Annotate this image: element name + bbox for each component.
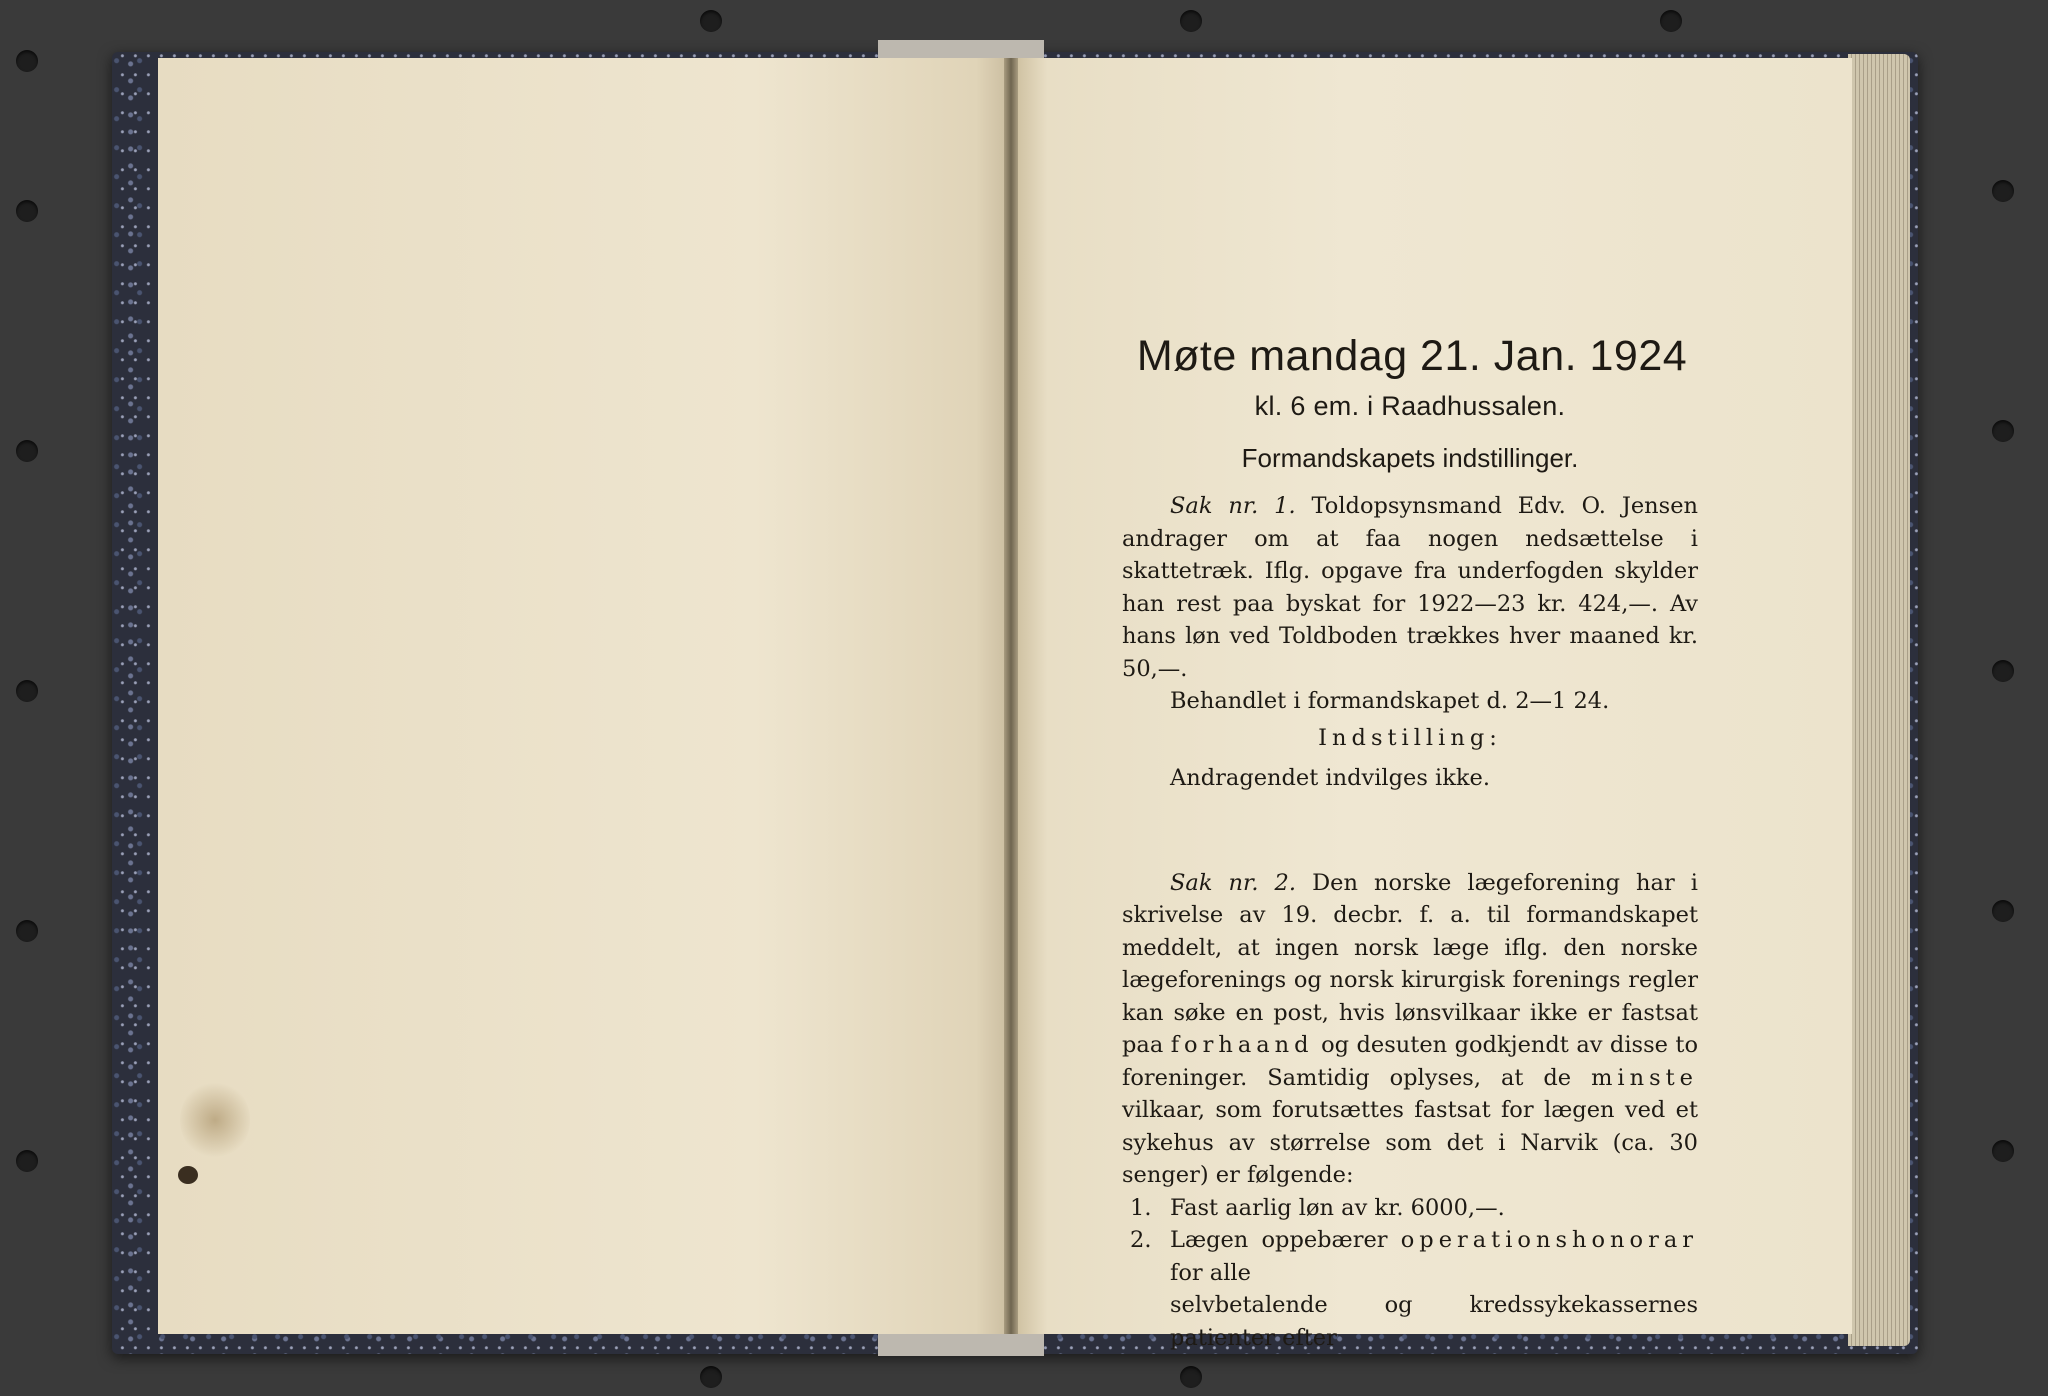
background-hole bbox=[1992, 660, 2014, 682]
background-hole bbox=[1992, 1140, 2014, 1162]
background-hole bbox=[1992, 180, 2014, 202]
background-hole bbox=[1992, 420, 2014, 442]
sak-1-behandlet: Behandlet i formandskapet d. 2—1 24. bbox=[1170, 688, 1610, 714]
list-text: Fast aarlig løn av kr. 6000,—. bbox=[1170, 1194, 1505, 1221]
sak-1-label: Sak nr. 1. bbox=[1170, 493, 1296, 519]
list-number: 2. bbox=[1130, 1227, 1152, 1253]
list-text bbox=[1170, 1224, 1698, 1289]
background-hole bbox=[16, 50, 38, 72]
sak-2-text-a: Den norske lægeforening har i skrivelse av 19. decbr. f. a. til formandskapet meddelt, at ingen norsk læge iflg. den norske lægeforenings og norsk kirurgisk forenings regler kan søke en post, hvis lønsvilkaar ikke er fastsat paa bbox=[1122, 869, 1698, 1058]
background-hole bbox=[16, 200, 38, 222]
meeting-subtitle: kl. 6 em. i Raadhussalen. bbox=[1254, 391, 1566, 421]
left-page bbox=[158, 58, 1010, 1334]
sak-1-paragraph bbox=[1122, 490, 1698, 685]
background-hole bbox=[16, 1150, 38, 1172]
sak-1-indstilling-label: Indstilling: bbox=[1318, 724, 1502, 751]
background-hole bbox=[16, 440, 38, 462]
section-heading: Formandskapets indstillinger. bbox=[1241, 443, 1579, 473]
background-hole bbox=[700, 1366, 722, 1388]
list-text-spaced: operationshonorar bbox=[1400, 1227, 1699, 1253]
list-text-b: for alle bbox=[1170, 1259, 1251, 1286]
background-hole bbox=[1660, 10, 1682, 32]
book-gutter bbox=[1004, 58, 1018, 1334]
background-hole bbox=[1180, 1366, 1202, 1388]
right-page-text bbox=[1122, 330, 1698, 1354]
sak-2-paragraph bbox=[1122, 867, 1698, 1192]
sak-2-text-b: og desuten godkjendt av disse to foreninger. Samtidig oplyses, at de bbox=[1122, 1032, 1699, 1091]
sak-2-text-c: vilkaar, som forutsættes fastsat for lægen ved et sykehus av størrelse som det i Narvik (ca. 30 senger) er følgende: bbox=[1122, 1097, 1698, 1188]
ink-spot bbox=[178, 1166, 198, 1184]
list-item bbox=[1130, 1224, 1698, 1289]
background-hole bbox=[1180, 10, 1202, 32]
background-hole bbox=[1992, 900, 2014, 922]
spacer bbox=[1122, 795, 1698, 867]
background-hole bbox=[700, 10, 722, 32]
list-continuation: selvbetalende og kredssykekassernes patienter efter bbox=[1170, 1292, 1698, 1351]
page-stain bbox=[180, 1080, 250, 1160]
sak-2-forhaand: forhaand bbox=[1170, 1032, 1314, 1058]
background-hole bbox=[16, 920, 38, 942]
sak-2-minste: minste bbox=[1591, 1064, 1698, 1091]
page-edges bbox=[1848, 54, 1910, 1346]
list-text-a: Lægen oppebærer bbox=[1170, 1227, 1388, 1253]
list-item bbox=[1130, 1192, 1698, 1225]
sak-1-text: Toldopsynsmand Edv. O. Jensen andrager om at faa nogen nedsættelse i skattetræk. Iflg. opgave fra underfogden skylder han rest paa byskat for 1922—23 kr. 424,—. Av hans løn ved Toldboden trækkes hver maaned kr. 50,—. bbox=[1122, 493, 1698, 682]
list-number: 1. bbox=[1130, 1194, 1152, 1221]
meeting-title: Møte mandag 21. Jan. 1924 bbox=[1136, 332, 1688, 380]
sak-2-label: Sak nr. 2. bbox=[1170, 869, 1297, 896]
background-hole bbox=[16, 680, 38, 702]
sak-1-indstilling-text: Andragendet indvilges ikke. bbox=[1170, 765, 1490, 791]
